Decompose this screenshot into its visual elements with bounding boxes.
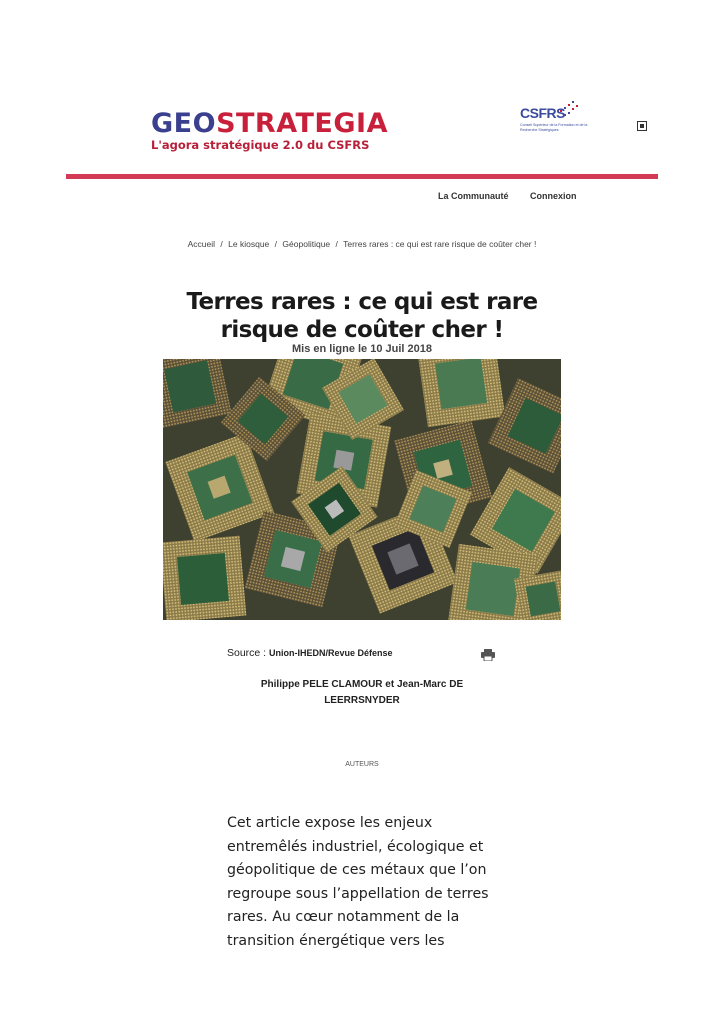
breadcrumb-separator: / [220,239,223,249]
logo-text-part2: STRATEGIA [216,108,388,139]
authors-line2[interactable]: LEERRSNYDER [324,695,400,706]
breadcrumb-geopolitique[interactable]: Géopolitique [282,239,331,249]
article-image [163,359,561,620]
partner-logo-text: CSFRS [520,105,565,121]
publish-date: Mis en ligne le 10 Juil 2018 [291,343,432,355]
expand-icon[interactable] [637,121,647,131]
breadcrumb [0,239,724,249]
logo-text-part1: GEO [151,108,217,139]
source-value[interactable]: Union-IHEDN/Revue Défense [269,648,393,658]
source-line [227,647,393,659]
body-line: rares. Au cœur notamment de la [227,909,460,926]
authors [200,677,524,709]
site-tagline: L'agora stratégique 2.0 du CSFRS [151,138,370,152]
article-intro [227,812,497,954]
body-line: transition énergétique vers les [227,932,445,949]
source-label: Source : [227,647,267,659]
body-line: Cet article expose les enjeux [227,815,433,831]
partner-logo[interactable] [520,100,590,140]
body-line: regroupe sous l’appellation de terres [227,885,489,902]
authors-label: AUTEURS [345,761,379,768]
article-title-line1: Terres rares : ce qui est rare [186,289,538,315]
article-title [150,288,574,344]
nav-login-link[interactable]: Connexion [530,191,577,201]
nav-community-link[interactable]: La Communauté [438,191,509,201]
breadcrumb-home[interactable]: Accueil [187,239,216,249]
printer-icon[interactable] [481,648,495,660]
breadcrumb-current: Terres rares : ce qui est rare risque de coûter cher ! [343,239,537,249]
header-divider [66,174,658,179]
breadcrumb-kiosque[interactable]: Le kiosque [228,239,270,249]
site-logo[interactable] [151,110,388,138]
partner-logo-subtitle: Conseil Supérieur de la Formation et de la Recherche Stratégiques [520,123,588,132]
breadcrumb-separator: / [335,239,338,249]
breadcrumb-separator: / [274,239,278,249]
body-line: géopolitique de ces métaux que l’on [227,862,487,879]
body-line: entremêlés industriel, écologique et [227,838,484,855]
authors-line1[interactable]: Philippe PELE CLAMOUR et Jean-Marc DE [260,679,464,690]
article-title-line2: risque de coûter cher ! [220,317,504,343]
